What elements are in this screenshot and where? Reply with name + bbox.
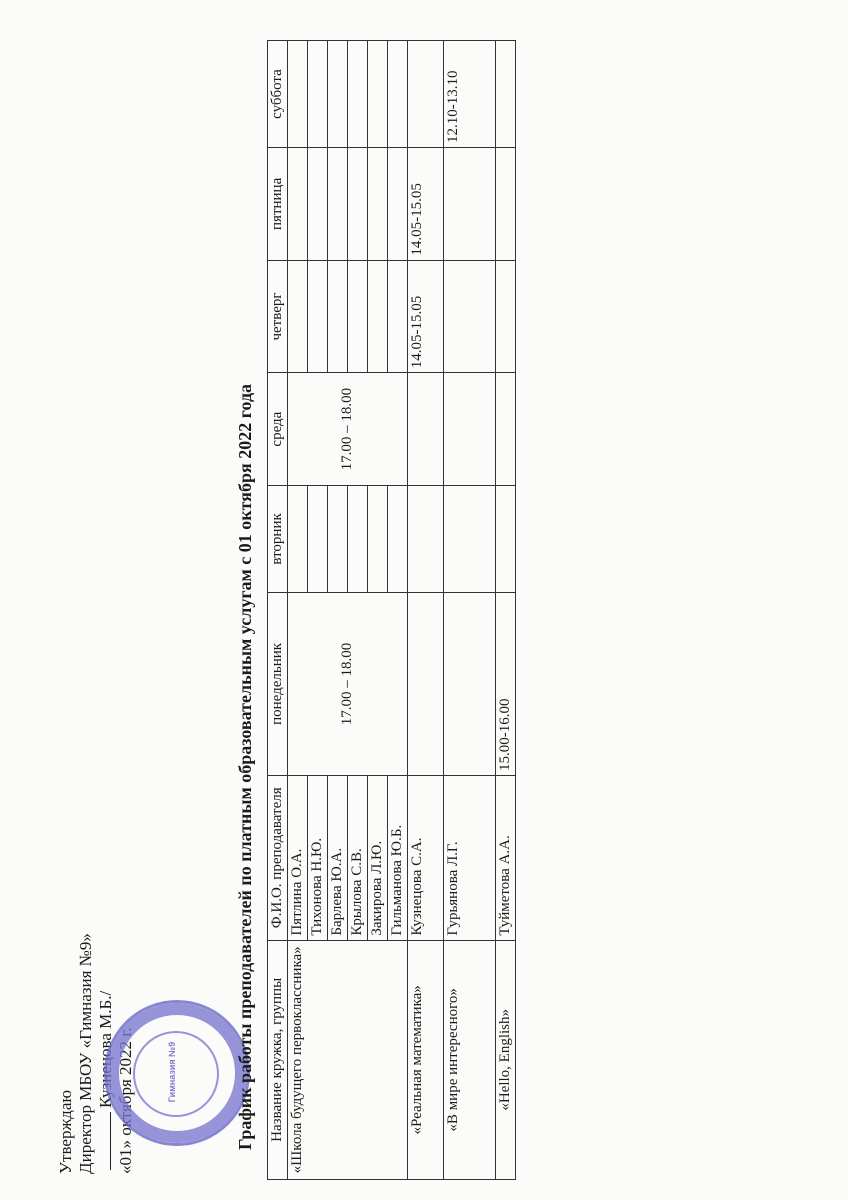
header-tuesday: вторник [268,485,288,592]
empty-cell [444,260,496,373]
empty-cell [288,260,308,373]
empty-cell [328,260,348,373]
empty-cell [496,260,516,373]
empty-cell [388,41,408,148]
empty-cell [328,485,348,592]
teacher-cell: Туйметова А.А. [496,775,516,940]
teacher-cell: Гильманова Ю.Б. [388,775,408,940]
teacher-cell: Пятлина О.А. [288,775,308,940]
teacher-cell: Крылова С.В. [348,775,368,940]
math-friday-time: 14.05-15.05 [408,148,444,261]
table-row [496,41,516,1180]
approval-block [56,933,136,1174]
table-row [408,41,444,1180]
group-name-world: «В мире интересного» [444,940,496,1179]
empty-cell [388,260,408,373]
empty-cell [348,148,368,261]
stamp-inner-ring [133,1031,219,1117]
empty-cell [288,148,308,261]
empty-cell [368,148,388,261]
empty-cell [408,592,444,775]
empty-cell [368,485,388,592]
empty-cell [444,592,496,775]
empty-cell [288,485,308,592]
header-friday: пятница [268,148,288,261]
school-monday-time: 17.00 – 18.00 [288,592,408,775]
empty-cell [308,260,328,373]
empty-cell [496,41,516,148]
signature-mark [98,1112,111,1170]
header-thursday: четверг [268,260,288,373]
world-saturday-time: 12.10-13.10 [444,41,496,148]
empty-cell [328,41,348,148]
group-name-english: «Hello, English» [496,940,516,1179]
english-monday-time: 15.00-16.00 [496,592,516,775]
math-thursday-time: 14.05-15.05 [408,260,444,373]
group-name-math: «Реальная математика» [408,940,444,1179]
empty-cell [496,148,516,261]
schedule-table [267,40,516,1180]
header-saturday: суббота [268,41,288,148]
empty-cell [408,373,444,486]
empty-cell [444,148,496,261]
empty-cell [348,260,368,373]
empty-cell [388,148,408,261]
table-row [288,41,308,1180]
school-wednesday-time: 17.00 – 18.00 [288,373,408,486]
director-line: Директор МБОУ «Гимназия №9» [76,933,95,1174]
header-monday: понедельник [268,592,288,775]
empty-cell [388,485,408,592]
header-group: Название кружка, группы [268,940,288,1179]
empty-cell [368,260,388,373]
header-wednesday: среда [268,373,288,486]
empty-cell [328,148,348,261]
teacher-cell: Кузнецова С.А. [408,775,444,940]
empty-cell [444,373,496,486]
signature-line [96,933,116,1174]
table-header-row [268,41,288,1180]
teacher-cell: Барлева Ю.А. [328,775,348,940]
director-name: Кузнецова М.Б./ [96,990,115,1108]
approval-label: Утверждаю [56,1089,75,1174]
empty-cell [408,485,444,592]
empty-cell [496,373,516,486]
empty-cell [444,485,496,592]
table-row [444,41,496,1180]
empty-cell [348,41,368,148]
teacher-cell: Гурьянова Л.Г. [444,775,496,940]
stamp-text: Гимназия №9 [167,1041,177,1103]
empty-cell [288,41,308,148]
document-title: График работы преподавателей по платным образовательным услугам с 01 октября 2022 года [235,383,255,1150]
empty-cell [308,485,328,592]
empty-cell [368,41,388,148]
empty-cell [496,485,516,592]
header-teacher: Ф.И.О. преподавателя [268,775,288,940]
group-name-school: «Школа будущего первоклассника» [288,940,408,1179]
empty-cell [308,41,328,148]
teacher-cell: Тихонова Н.Ю. [308,775,328,940]
approval-date: «01» октября 2022 г. [116,1027,135,1174]
rotated-document [40,20,800,1180]
empty-cell [348,485,368,592]
empty-cell [408,41,444,148]
teacher-cell: Закирова Л.Ю. [368,775,388,940]
empty-cell [308,148,328,261]
